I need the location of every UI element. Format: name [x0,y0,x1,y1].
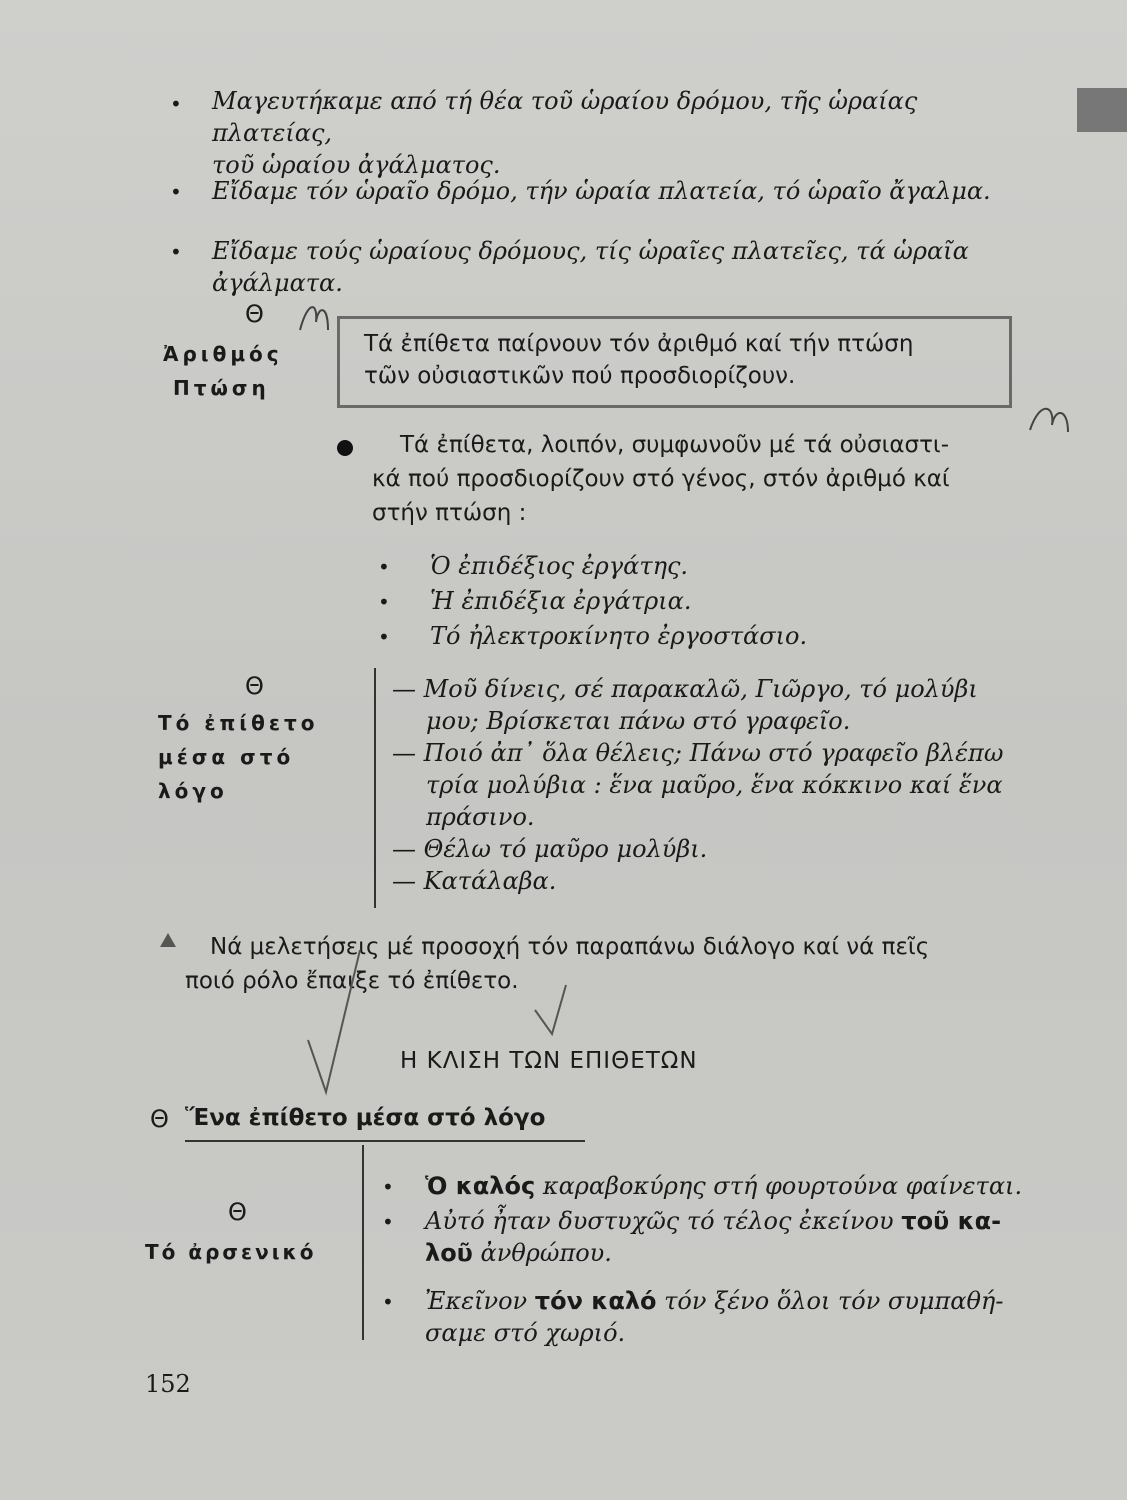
theta-symbol: Θ [228,1198,247,1226]
dialogue-line: τρία μολύβια : ἕνα μαῦρο, ἕνα κόκκινο καί ἕνα [426,771,1003,799]
exercise-line: Νά μελετήσεις μέ προσοχή τόν παραπάνω διάλογο καί νά πεῖς [210,934,930,960]
example-accusative-singular: Εἴδαμε τόν ὡραῖο δρόμο, τήν ὡραία πλατεία, τό ὡραῖο ἄγαλμα. [212,177,991,205]
margin-label-masculine: Τό ἀρσενικό [145,1240,317,1264]
bullet: • [170,92,182,116]
example-text: τόν ξένο ὅλοι τόν συμπαθή- [656,1287,1004,1315]
dialogue-line: — Ποιό ἀπ᾽ ὅλα θέλεις; Πάνω στό γραφεῖο βλέπω [392,739,1004,767]
margin-label-case: Πτώση [173,376,270,400]
example-text: σαμε στό χωριό. [425,1319,626,1347]
example-text: Ἐκεῖνον [425,1287,535,1315]
bullet: • [170,180,182,204]
theta-symbol: Θ [150,1105,169,1133]
bullet: • [378,625,390,649]
margin-label-speech: λόγο [158,779,228,803]
page-number: 152 [145,1370,191,1398]
bullet: • [382,1210,394,1234]
exercise-line: ποιό ρόλο ἔπαιξε τό ἐπίθετο. [185,968,519,994]
example-line: τοῦ ὡραίου ἀγάλματος. [212,151,501,179]
example-text: Αὐτό ἦταν δυστυχῶς τό τέλος ἐκείνου [425,1207,902,1235]
subsection-title: Ἕνα ἐπίθετο μέσα στό λόγο [185,1105,546,1131]
margin-label-number: Ἀριθμός [163,342,283,366]
handwritten-m-mark [1030,409,1068,432]
agreement-line: Τά ἐπίθετα, λοιπόν, συμφωνοῦν μέ τά οὐσιαστι- [400,432,950,458]
bullet: • [170,240,182,264]
dialogue-line: — Μοῦ δίνεις, σέ παρακαλῶ, Γιῶργο, τό μολύβι [392,675,978,703]
agreement-example: Τό ἠλεκτροκίνητο ἐργοστάσιο. [430,622,808,650]
bullet: • [382,1290,394,1314]
agreement-line: κά πού προσδιορίζουν στό γένος, στόν ἀριθμό καί [372,466,950,492]
rule-line: Τά ἐπίθετα παίρνουν τόν ἀριθμό καί τήν πτώση [364,331,914,357]
example-text: ἀνθρώπου. [472,1239,612,1267]
agreement-example: Ὁ ἐπιδέξιος ἐργάτης. [430,552,689,580]
section-title: Η ΚΛΙΣΗ ΤΩΝ ΕΠΙΘΕΤΩΝ [400,1048,698,1074]
dialogue-line: μου; Βρίσκεται πάνω στό γραφεῖο. [426,707,851,735]
rule-line: τῶν οὐσιαστικῶν πού προσδιορίζουν. [364,363,796,389]
bullet: • [378,590,390,614]
bold-phrase: Ὁ καλός [425,1172,536,1200]
example-text: καραβοκύρης στή φουρτούνα φαίνεται. [535,1172,1023,1200]
theta-symbol: Θ [245,672,264,700]
bold-phrase: λοῦ [425,1239,473,1267]
handwritten-check-mark [535,985,566,1034]
agreement-line: στήν πτώση : [372,500,527,526]
dialogue-line: — Θέλω τό μαῦρο μολύβι. [392,835,708,863]
bold-phrase: τόν καλό [534,1287,657,1315]
margin-label-within: μέσα στό [158,745,295,769]
bullet: • [382,1175,394,1199]
handwritten-check-mark [308,950,360,1092]
dialogue-line: πράσινο. [426,803,535,831]
example-accusative-plural: Εἴδαμε τούς ὡραίους δρόμους, τίς ὡραῖες πλατεῖες, τά ὡραῖα ἀγάλματα. [212,237,969,297]
theta-symbol: Θ [245,300,264,328]
margin-label-adjective: Τό ἐπίθετο [158,711,319,735]
handwritten-m-mark [300,307,328,330]
bold-phrase: τοῦ κα- [901,1207,1002,1235]
dialogue-line: — Κατάλαβα. [392,867,557,895]
agreement-example: Ἡ ἐπιδέξια ἐργάτρια. [430,587,692,615]
example-line: Μαγευτήκαμε από τή θέα τοῦ ὡραίου δρόμου, τῆς ὡραίας πλατείας, [212,87,918,147]
bullet: • [378,555,390,579]
